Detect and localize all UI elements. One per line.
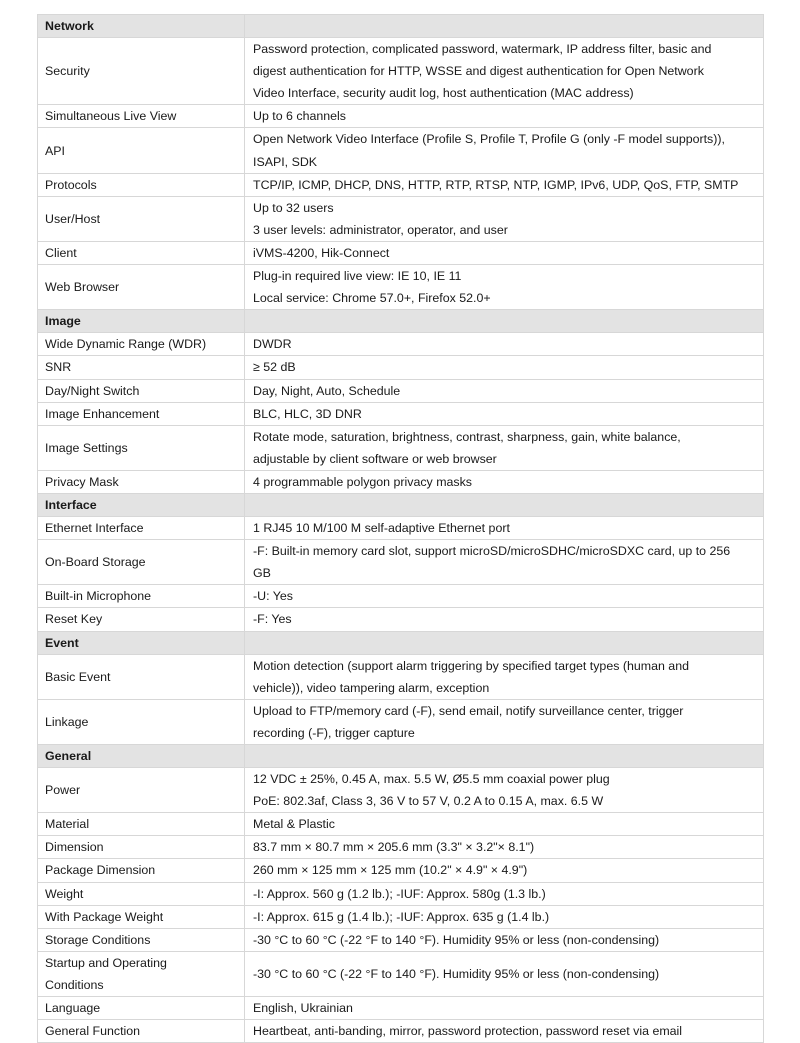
spec-label: Ethernet Interface — [38, 517, 245, 540]
spec-value — [245, 517, 764, 540]
spec-value-line: digest authentication for HTTP, WSSE and digest authentication for Open Network — [253, 64, 704, 79]
spec-value — [245, 585, 764, 608]
section-title: General — [38, 745, 245, 768]
spec-value — [245, 608, 764, 631]
spec-value-line: ISAPI, SDK — [253, 154, 318, 169]
spec-value-line: TCP/IP, ICMP, DHCP, DNS, HTTP, RTP, RTSP, NTP, IGMP, IPv6, UDP, QoS, FTP, SMTP — [253, 177, 739, 192]
spec-value-line: Upload to FTP/memory card (-F), send email, notify surveillance center, trigger — [253, 703, 684, 718]
spec-value-line: PoE: 802.3af, Class 3, 36 V to 57 V, 0.2 A to 0.15 A, max. 6.5 W — [253, 794, 604, 809]
spec-row — [38, 173, 764, 196]
spec-value — [245, 836, 764, 859]
spec-label: Reset Key — [38, 608, 245, 631]
spec-row — [38, 196, 764, 241]
spec-row — [38, 699, 764, 744]
spec-label: Protocols — [38, 173, 245, 196]
spec-value — [245, 813, 764, 836]
spec-value — [245, 951, 764, 996]
spec-value-line: recording (-F), trigger capture — [253, 725, 415, 740]
spec-row — [38, 813, 764, 836]
spec-value — [245, 654, 764, 699]
spec-row — [38, 585, 764, 608]
section-header-filler — [245, 745, 764, 768]
spec-value-line: 83.7 mm × 80.7 mm × 205.6 mm (3.3" × 3.2"× 8.1") — [253, 840, 535, 855]
spec-label: Power — [38, 768, 245, 813]
spec-value-line: -I: Approx. 615 g (1.4 lb.); -IUF: Approx. 635 g (1.4 lb.) — [253, 909, 550, 924]
spec-row — [38, 882, 764, 905]
spec-value-line: 260 mm × 125 mm × 125 mm (10.2" × 4.9" × 4.9") — [253, 863, 528, 878]
spec-label: Client — [38, 241, 245, 264]
spec-label-line: Startup and Operating — [45, 955, 167, 970]
specification-table-body — [38, 15, 764, 1043]
spec-row — [38, 38, 764, 105]
spec-value — [245, 768, 764, 813]
spec-sheet — [37, 14, 763, 1043]
spec-value-line: Open Network Video Interface (Profile S, Profile T, Profile G (only -F model supports)), — [253, 132, 725, 147]
spec-row — [38, 470, 764, 493]
spec-value — [245, 470, 764, 493]
spec-value — [245, 173, 764, 196]
spec-value — [245, 241, 764, 264]
spec-value-line: ≥ 52 dB — [253, 360, 296, 375]
spec-value-line: Up to 32 users — [253, 200, 334, 215]
spec-label: Image Settings — [38, 425, 245, 470]
spec-row — [38, 859, 764, 882]
section-header-filler — [245, 631, 764, 654]
spec-value-line: Rotate mode, saturation, brightness, contrast, sharpness, gain, white balance, — [253, 429, 681, 444]
spec-row — [38, 241, 764, 264]
spec-row — [38, 1020, 764, 1043]
spec-value-line: BLC, HLC, 3D DNR — [253, 406, 362, 421]
spec-row — [38, 654, 764, 699]
spec-value-line: -U: Yes — [253, 589, 293, 604]
spec-value — [245, 882, 764, 905]
spec-value-line: 3 user levels: administrator, operator, and user — [253, 222, 508, 237]
spec-value — [245, 540, 764, 585]
spec-value — [245, 699, 764, 744]
spec-row — [38, 951, 764, 996]
spec-label: Dimension — [38, 836, 245, 859]
spec-label: Storage Conditions — [38, 928, 245, 951]
section-title: Network — [38, 15, 245, 38]
spec-row — [38, 265, 764, 310]
spec-row — [38, 128, 764, 173]
spec-value-line: iVMS-4200, Hik-Connect — [253, 245, 390, 260]
spec-label: API — [38, 128, 245, 173]
spec-value-line: vehicle)), video tampering alarm, exception — [253, 680, 490, 695]
spec-row — [38, 402, 764, 425]
spec-row — [38, 997, 764, 1020]
spec-value-line: adjustable by client software or web browser — [253, 451, 497, 466]
spec-value-line: Password protection, complicated password, watermark, IP address filter, basic and — [253, 42, 712, 57]
spec-label: Web Browser — [38, 265, 245, 310]
spec-value — [245, 928, 764, 951]
spec-value — [245, 997, 764, 1020]
spec-value-line: -F: Yes — [253, 612, 292, 627]
spec-label: Privacy Mask — [38, 470, 245, 493]
spec-value-line: -I: Approx. 560 g (1.2 lb.); -IUF: Approx. 580g (1.3 lb.) — [253, 886, 546, 901]
spec-value-line: -30 °C to 60 °C (-22 °F to 140 °F). Humidity 95% or less (non-condensing) — [253, 966, 660, 981]
spec-value — [245, 38, 764, 105]
spec-label: Basic Event — [38, 654, 245, 699]
spec-label: Package Dimension — [38, 859, 245, 882]
spec-row — [38, 517, 764, 540]
spec-value-line: Video Interface, security audit log, host authentication (MAC address) — [253, 86, 634, 101]
spec-value-line: Plug-in required live view: IE 10, IE 11 — [253, 269, 462, 284]
spec-value-line: -F: Built-in memory card slot, support microSD/microSDHC/microSDXC card, up to 256 — [253, 544, 731, 559]
spec-value-line: DWDR — [253, 337, 292, 352]
section-header-row — [38, 631, 764, 654]
spec-label — [38, 951, 245, 996]
spec-row — [38, 105, 764, 128]
spec-value — [245, 905, 764, 928]
spec-value — [245, 379, 764, 402]
spec-value — [245, 196, 764, 241]
section-title: Image — [38, 310, 245, 333]
spec-label: Weight — [38, 882, 245, 905]
spec-label: Day/Night Switch — [38, 379, 245, 402]
section-title: Event — [38, 631, 245, 654]
spec-label: SNR — [38, 356, 245, 379]
spec-value — [245, 859, 764, 882]
spec-row — [38, 928, 764, 951]
spec-value-line: Heartbeat, anti-banding, mirror, password protection, password reset via email — [253, 1024, 683, 1039]
spec-label: Language — [38, 997, 245, 1020]
spec-value-line: Day, Night, Auto, Schedule — [253, 383, 401, 398]
spec-row — [38, 333, 764, 356]
spec-value — [245, 105, 764, 128]
spec-value — [245, 265, 764, 310]
spec-value-line: 1 RJ45 10 M/100 M self-adaptive Ethernet port — [253, 521, 510, 536]
section-header-row — [38, 15, 764, 38]
section-header-filler — [245, 310, 764, 333]
spec-value — [245, 402, 764, 425]
spec-row — [38, 379, 764, 402]
spec-label: General Function — [38, 1020, 245, 1043]
spec-value-line: Local service: Chrome 57.0+, Firefox 52.0+ — [253, 291, 491, 306]
spec-label: Wide Dynamic Range (WDR) — [38, 333, 245, 356]
spec-row — [38, 836, 764, 859]
spec-value — [245, 356, 764, 379]
spec-row — [38, 425, 764, 470]
spec-label: Image Enhancement — [38, 402, 245, 425]
section-header-row — [38, 745, 764, 768]
spec-label: With Package Weight — [38, 905, 245, 928]
section-header-filler — [245, 493, 764, 516]
specification-table — [37, 14, 764, 1043]
spec-value — [245, 425, 764, 470]
spec-label: Simultaneous Live View — [38, 105, 245, 128]
spec-row — [38, 540, 764, 585]
spec-value — [245, 333, 764, 356]
spec-row — [38, 356, 764, 379]
spec-row — [38, 768, 764, 813]
section-header-filler — [245, 15, 764, 38]
spec-value-line: -30 °C to 60 °C (-22 °F to 140 °F). Humidity 95% or less (non-condensing) — [253, 932, 660, 947]
section-title: Interface — [38, 493, 245, 516]
spec-row — [38, 608, 764, 631]
spec-label: Built-in Microphone — [38, 585, 245, 608]
spec-value-line: GB — [253, 566, 271, 581]
section-header-row — [38, 493, 764, 516]
spec-label: Security — [38, 38, 245, 105]
spec-value-line: Metal & Plastic — [253, 817, 335, 832]
spec-row — [38, 905, 764, 928]
spec-value — [245, 128, 764, 173]
spec-label: Linkage — [38, 699, 245, 744]
spec-value-line: 4 programmable polygon privacy masks — [253, 474, 472, 489]
spec-value-line: Motion detection (support alarm triggering by specified target types (human and — [253, 658, 689, 673]
spec-value-line: 12 VDC ± 25%, 0.45 A, max. 5.5 W, Ø5.5 mm coaxial power plug — [253, 772, 610, 787]
spec-label-line: Conditions — [45, 977, 104, 992]
section-header-row — [38, 310, 764, 333]
spec-value-line: Up to 6 channels — [253, 109, 346, 124]
spec-label: On-Board Storage — [38, 540, 245, 585]
spec-label: Material — [38, 813, 245, 836]
spec-label: User/Host — [38, 196, 245, 241]
spec-value — [245, 1020, 764, 1043]
spec-value-line: English, Ukrainian — [253, 1001, 353, 1016]
